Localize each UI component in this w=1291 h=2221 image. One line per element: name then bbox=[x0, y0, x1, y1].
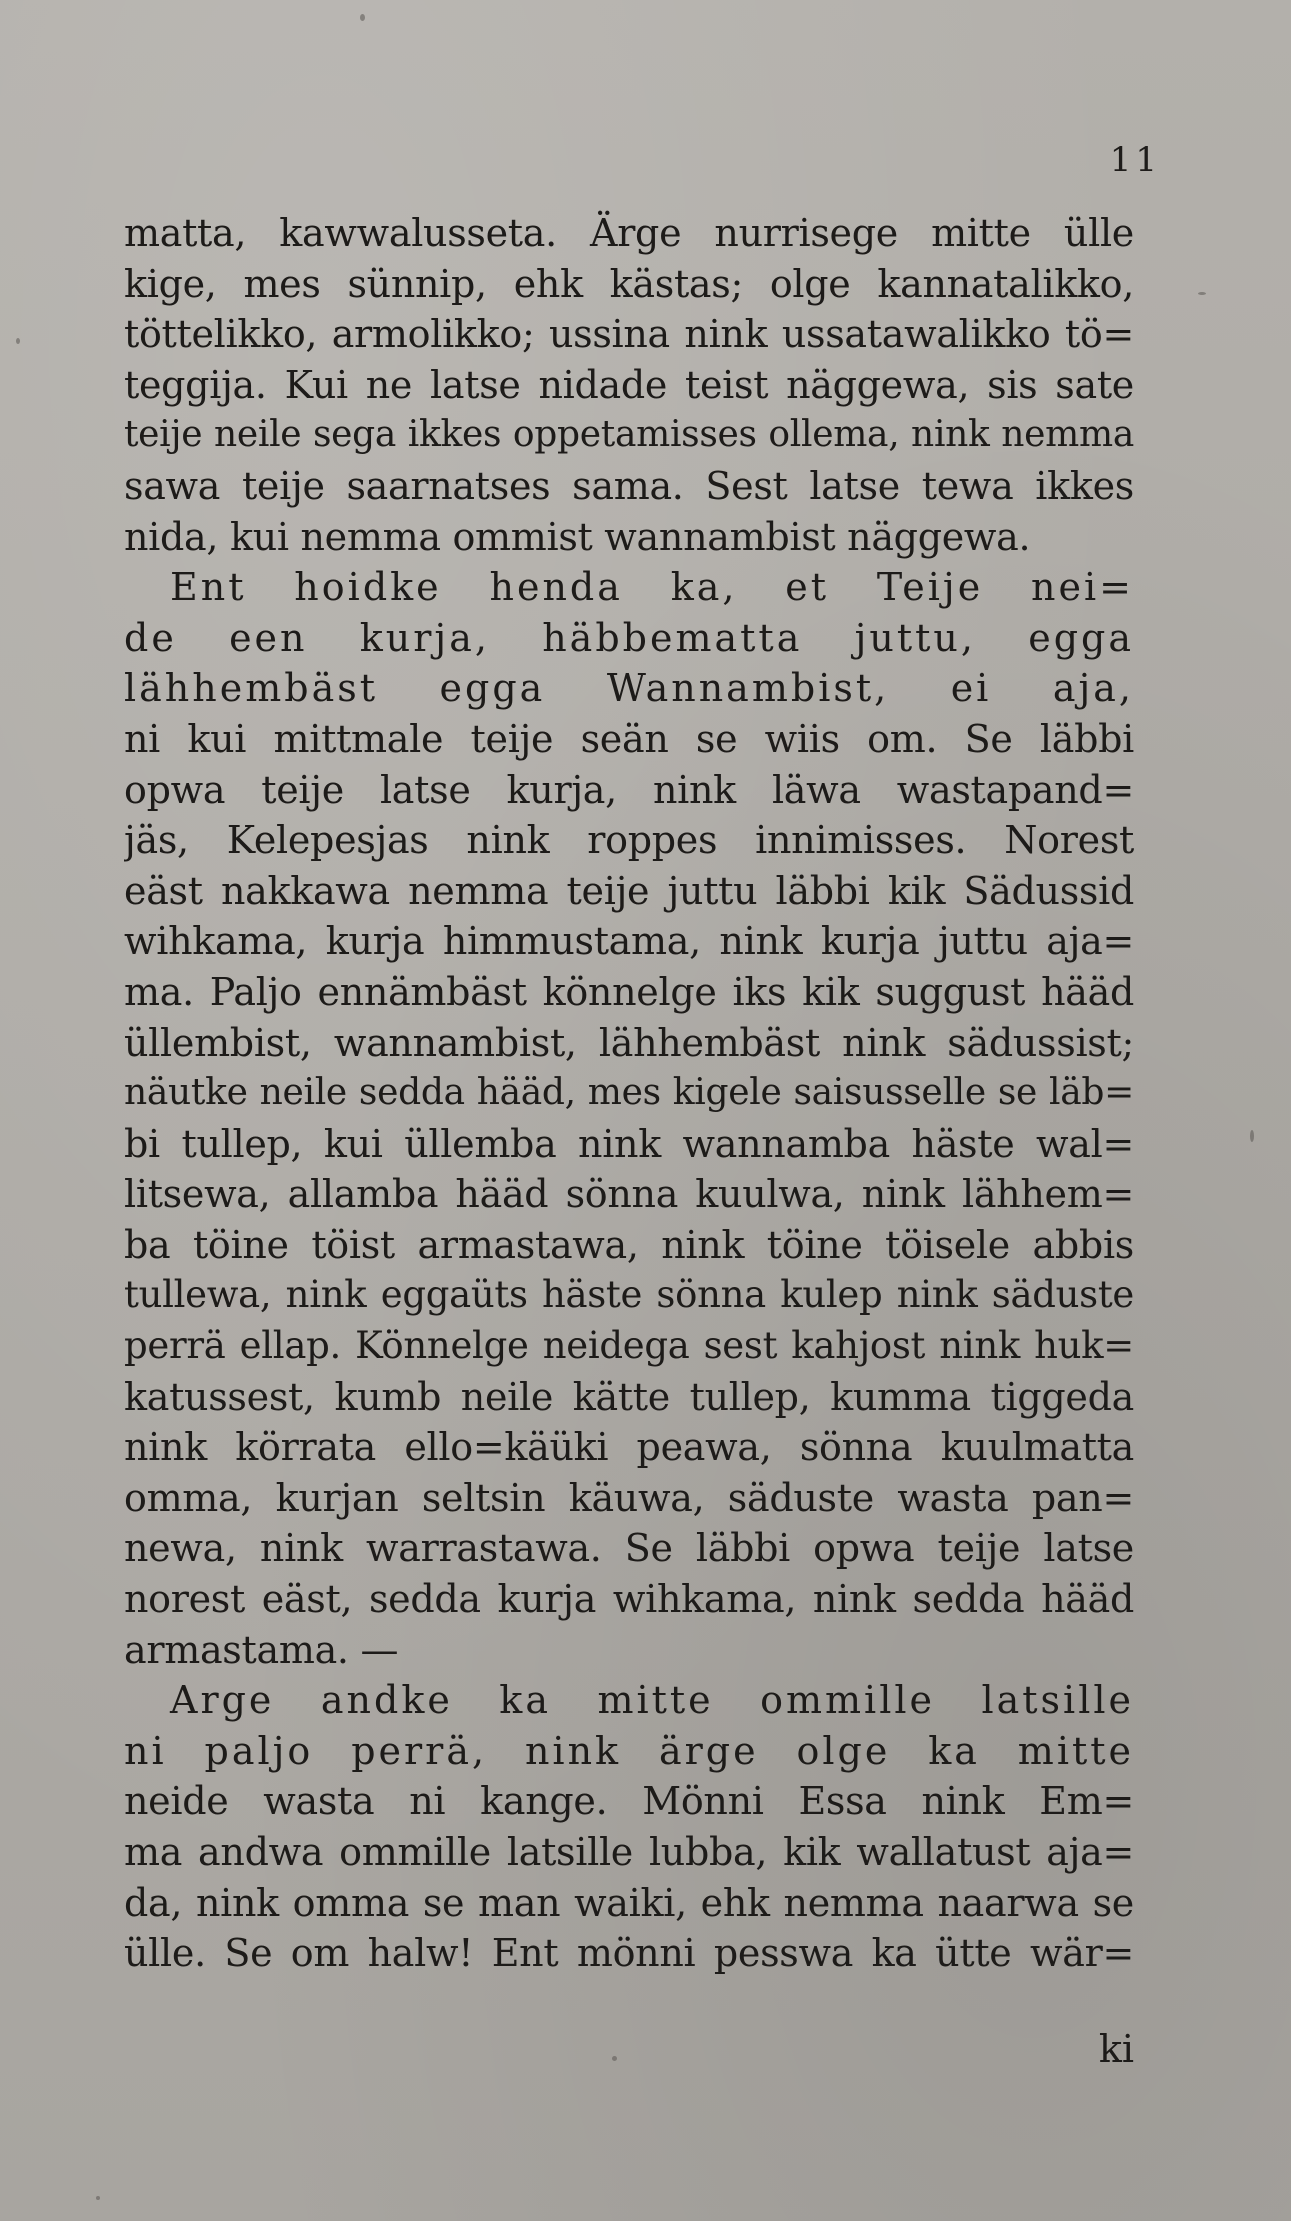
text-line: newa, nink warrastawa. Se läbbi opwa teije latse bbox=[124, 1526, 1134, 1571]
text-line: nida, kui nemma ommist wannambist näggewa. bbox=[124, 514, 1031, 559]
text-line: ülle. Se om halw! Ent mönni pesswa ka ütte wär= bbox=[124, 1931, 1134, 1976]
text-line: teggija. Kui ne latse nidade teist näggewa, sis sate bbox=[124, 362, 1134, 407]
text-line: Arge andke ka mitte ommille latsille bbox=[170, 1678, 1134, 1723]
body-text bbox=[124, 208, 1134, 1979]
text-line: bi tullep, kui üllemba nink wannamba häste wal= bbox=[124, 1121, 1134, 1166]
text-line: tullewa, nink eggaüts häste sönna kulep nink säduste bbox=[124, 1273, 1134, 1317]
text-line: katussest, kumb neile kätte tullep, kumma tiggeda bbox=[124, 1374, 1134, 1419]
text-line: ma. Paljo ennämbäst könnelge iks kik suggust hääd bbox=[124, 969, 1134, 1014]
text-line: nink körrata ello=käüki peawa, sönna kuulmatta bbox=[124, 1425, 1134, 1470]
text-line: da, nink omma se man waiki, ehk nemma naarwa se bbox=[124, 1880, 1134, 1925]
text-line: töttelikko, armolikko; ussina nink ussatawalikko tö= bbox=[124, 312, 1134, 357]
text-line: lähhembäst egga Wannambist, ei aja, bbox=[124, 666, 1134, 711]
text-line: jäs, Kelepesjas nink roppes innimisses. Norest bbox=[124, 818, 1134, 863]
text-line: ba töine töist armastawa, nink töine töisele abbis bbox=[124, 1222, 1134, 1267]
text-line: omma, kurjan seltsin käuwa, säduste wasta pan= bbox=[124, 1475, 1134, 1520]
paper-speck bbox=[1250, 1130, 1254, 1142]
text-line: Ent hoidke henda ka, et Teije nei= bbox=[170, 565, 1134, 610]
text-line: ni kui mittmale teije seän se wiis om. Se läbbi bbox=[124, 716, 1134, 761]
paper-speck bbox=[96, 2196, 100, 2200]
page-number: 11 bbox=[1109, 140, 1161, 180]
text-line: teije neile sega ikkes oppetamisses ollema, nink nemma bbox=[124, 414, 1134, 456]
text-line: eäst nakkawa nemma teije juttu läbbi kik Sädussid bbox=[124, 868, 1134, 913]
catchword: ki bbox=[1098, 2027, 1134, 2071]
text-line: wihkama, kurja himmustama, nink kurja juttu aja= bbox=[124, 919, 1134, 964]
text-line: norest eäst, sedda kurja wihkama, nink sedda hääd bbox=[124, 1577, 1134, 1622]
text-line: matta, kawwalusseta. Ärge nurrisege mitte ülle bbox=[124, 211, 1134, 255]
text-line: neide wasta ni kange. Mönni Essa nink Em= bbox=[124, 1779, 1134, 1824]
paper-speck bbox=[16, 338, 20, 344]
text-line: ni paljo perrä, nink ärge olge ka mitte bbox=[124, 1728, 1134, 1773]
text-line: litsewa, allamba hääd sönna kuulwa, nink lähhem= bbox=[124, 1172, 1134, 1217]
paper-speck bbox=[360, 14, 365, 21]
text-line: näutke neile sedda hääd, mes kigele saisusselle se läb= bbox=[124, 1072, 1134, 1114]
text-line: perrä ellap. Könnelge neidega sest kahjost nink huk= bbox=[124, 1324, 1134, 1368]
text-line: kige, mes sünnip, ehk kästas; olge kannatalikko, bbox=[124, 261, 1134, 306]
text-line: üllembist, wannambist, lähhembäst nink sädussist; bbox=[124, 1020, 1134, 1065]
paper-speck bbox=[1198, 292, 1206, 295]
text-line: armastama. — bbox=[124, 1627, 399, 1672]
text-line: opwa teije latse kurja, nink läwa wastapand= bbox=[124, 767, 1134, 812]
text-line: sawa teije saarnatses sama. Sest latse tewa ikkes bbox=[124, 463, 1134, 508]
text-line: de een kurja, häbbematta juttu, egga bbox=[124, 615, 1134, 660]
text-line: ma andwa ommille latsille lubba, kik wallatust aja= bbox=[124, 1830, 1134, 1874]
